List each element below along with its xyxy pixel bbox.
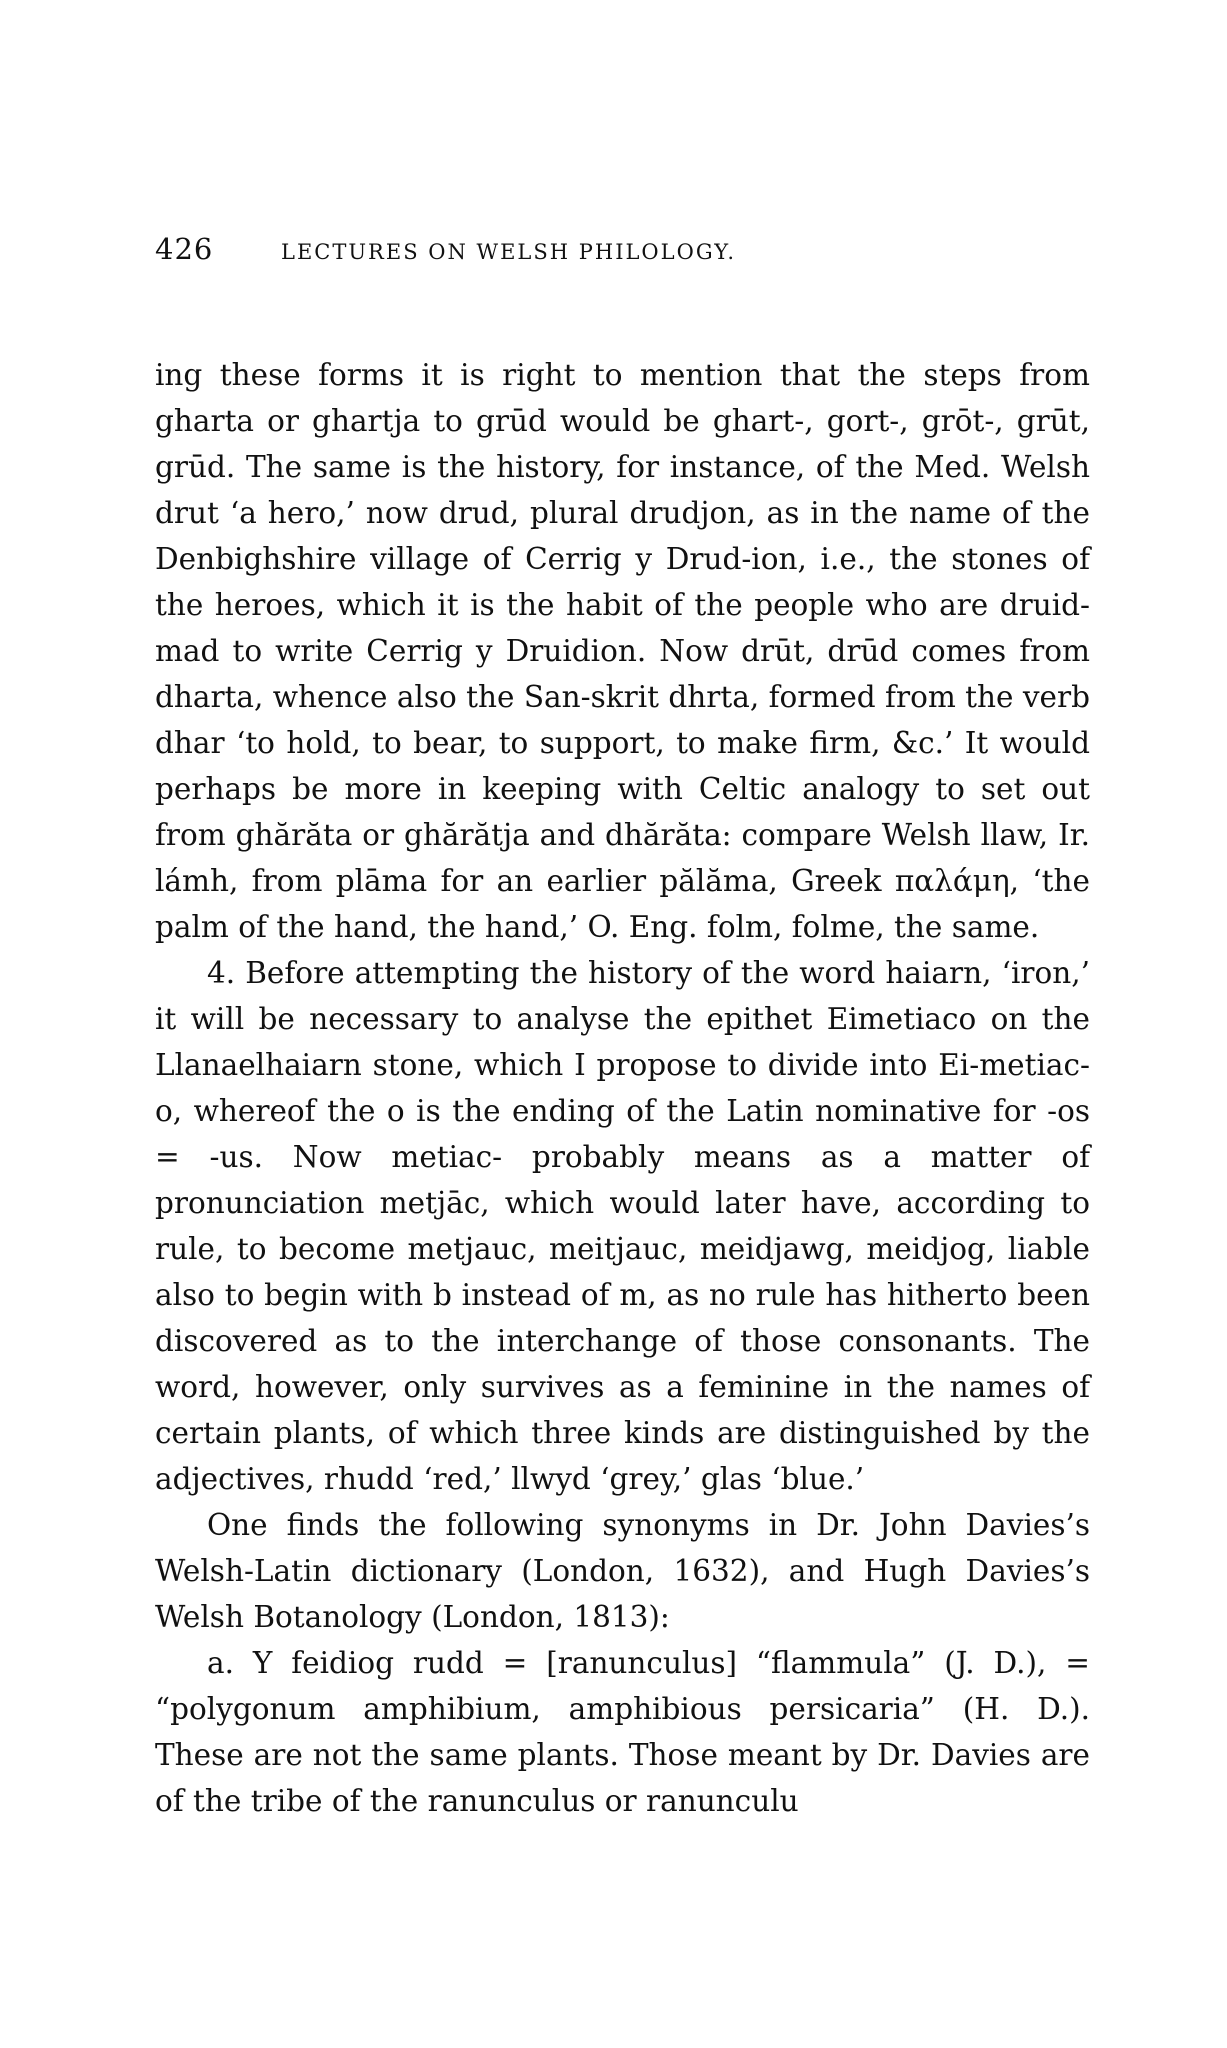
running-head: LECTURES ON WELSH PHILOLOGY. [281, 240, 737, 264]
page-number: 426 [155, 232, 214, 266]
paragraph: 4. Before attempting the history of the word haiarn, ‘iron,’ it will be necessary to analyse the epithet Eimetiaco on the Llanaelhaiarn stone, which I propose to divide into Ei-metiac-o, whereof the o is the ending of the Latin nominative for -os = -us. Now metiac- probably means as a matter of pronunciation metjāc, which would later have, according to rule, to become metjauc, meitjauc, meidjawg, meidjog, liable also to begin with b instead of m, as no rule has hitherto been discovered as to the interchange of those consonants. The word, however, only survives as a feminine in the names of certain plants, of which three kinds are distinguished by the adjectives, rhudd ‘red,’ llwyd ‘grey,’ glas ‘blue.’ [155, 956, 1090, 1496]
page-header [155, 232, 1090, 292]
paragraph: a. Y feidiog rudd = [ranunculus] “flammula” (J. D.), = “polygonum amphibium, amphibious persicaria” (H. D.). These are not the same plants. Those meant by Dr. Davies are of the tribe of the ranunculus or ranunculu [155, 1646, 1090, 1818]
body-text [155, 352, 1090, 1824]
paragraph: ing these forms it is right to mention that the steps from gharta or ghartja to grūd would be ghart-, gort-, grōt-, grūt, grūd. The same is the history, for instance, of the Med. Welsh drut ‘a hero,’ now drud, plural drudjon, as in the name of the Denbighshire village of Cerrig y Drud-ion, i.e., the stones of the heroes, which it is the habit of the people who are druid-mad to write Cerrig y Druidion. Now drūt, drūd comes from dharta, whence also the San-skrit dhrta, formed from the verb dhar ‘to hold, to bear, to support, to make firm, &c.’ It would perhaps be more in keeping with Celtic analogy to set out from ghărăta or ghărătja and dhărăta: compare Welsh llaw, Ir. lámh, from plāma for an earlier pălăma, Greek παλάμη, ‘the palm of the hand, the hand,’ O. Eng. folm, folme, the same. [155, 358, 1090, 944]
paragraph: One finds the following synonyms in Dr. John Davies’s Welsh-Latin dictionary (London, 1632), and Hugh Davies’s Welsh Botanology (London, 1813): [155, 1508, 1090, 1634]
book-page [155, 232, 1090, 1824]
